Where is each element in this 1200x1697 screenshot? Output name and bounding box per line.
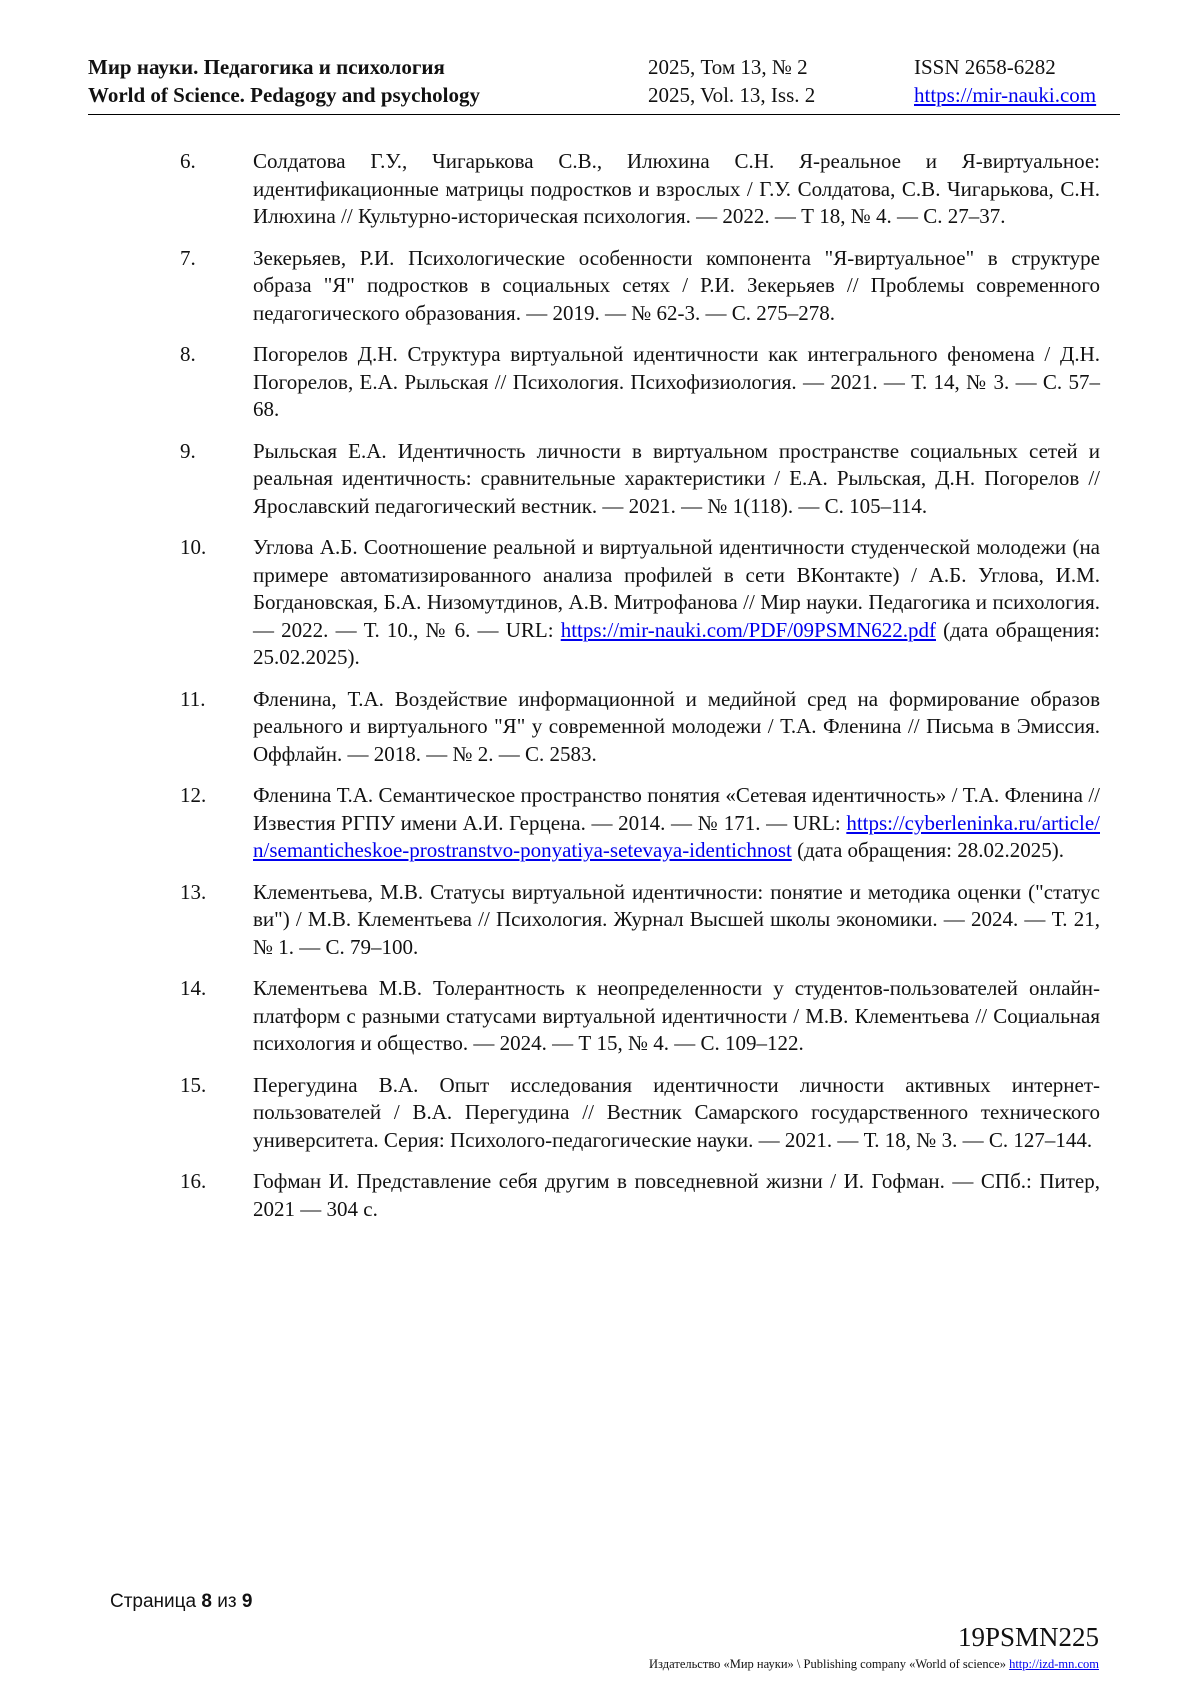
reference-body: Фленина, Т.А. Воздействие информационной и медийной сред на формирование образов реального и виртуального "Я" у современной молодежи / Т.А. Фленина // Письма в Эмиссия. Оффлайн. — 2018. — № 2. — С. 2583. — [253, 686, 1100, 766]
reference-body: Фленина Т.А. Семантическое пространство понятия «Сетевая идентичность» / Т.А. Фленина // Известия РГПУ имени А.И. Герцена. — 2014. — № 171. — URL: — [253, 783, 1100, 835]
reference-number: 14. — [180, 976, 207, 1000]
reference-number: 16. — [180, 1169, 207, 1193]
journal-title-ru: Мир науки. Педагогика и психология — [88, 55, 445, 79]
reference-text — [253, 975, 1100, 1058]
publisher-line — [649, 1656, 1099, 1672]
reference-body: Зекерьяев, Р.И. Психологические особенности компонента "Я-виртуальное" в структуре образа "Я" подростков в социальных сетях / Р.И. Зекерьяев // Проблемы современного педагогического образования. — 2019. — № 62-3. — С. 275–278. — [253, 245, 1100, 325]
reference-number: 15. — [180, 1072, 207, 1097]
reference-item — [180, 975, 1100, 1058]
reference-text — [253, 341, 1100, 424]
reference-text — [253, 1168, 1100, 1223]
reference-body: Углова А.Б. Соотношение реальной и виртуальной идентичности студенческой молодежи (на примере автоматизированного анализа профилей в сети ВКонтакте) / А.Б. Углова, И.М. Богдановская, Б.А. Низомутдинов, А.В. Митрофанова // Мир науки. Педагогика и психология. — 2022. — Т. 10., № 6. — URL: — [253, 535, 1100, 642]
page-counter — [110, 1591, 252, 1613]
reference-item — [180, 1168, 1100, 1223]
reference-item — [180, 782, 1100, 865]
reference-body: Гофман И. Представление себя другим в повседневной жизни / И. Гофман. — СПб.: Питер, 2021 — 304 с. — [253, 1169, 1100, 1221]
reference-access-date: (дата обращения: 28.02.2025). — [791, 838, 1065, 862]
page-total: 9 — [241, 1591, 253, 1612]
reference-item — [180, 534, 1100, 672]
page-current: 8 — [201, 1591, 212, 1612]
reference-access-date: (дата обращения: 25.02.2025). — [253, 617, 1100, 669]
journal-url-link[interactable]: https://mir-nauki.com — [914, 83, 1097, 107]
reference-text — [253, 879, 1100, 962]
reference-number: 6. — [180, 149, 196, 173]
reference-text — [253, 148, 1100, 231]
reference-text — [253, 438, 1100, 521]
page-of: из — [217, 1591, 237, 1612]
publisher-link[interactable]: http://izd-mn.com — [1009, 1657, 1099, 1671]
reference-item — [180, 438, 1100, 521]
reference-text — [253, 686, 1100, 769]
reference-item — [180, 245, 1100, 328]
reference-text — [253, 245, 1100, 328]
reference-body: Солдатова Г.У., Чигарькова С.В., Илюхина С.Н. Я-реальное и Я-виртуальное: идентификационные матрицы подростков и взрослых / Г.У. Солдатова, С.В. Чигарькова, С.Н. Илюхина // Культурно-историческая психология. — 2022. — Т 18, № 4. — С. 27–37. — [253, 149, 1100, 228]
page-header — [88, 52, 1120, 115]
reference-link[interactable]: https://mir-nauki.com/PDF/09PSMN622.pdf — [560, 617, 936, 642]
reference-item — [180, 341, 1100, 424]
reference-body: Клементьева, М.В. Статусы виртуальной идентичности: понятие и методика оценки ("статус ви") / М.В. Клементьева // Психология. Журнал Высшей школы экономики. — 2024. — Т. 21, № 1. — С. 79–100. — [253, 879, 1100, 959]
page-label: Страница — [110, 1591, 197, 1612]
reference-item — [180, 148, 1100, 231]
reference-link[interactable]: https://cyberleninka.ru/article/n/semanticheskoe-prostranstvo-ponyatiya-setevaya-identichnost — [253, 810, 1100, 862]
issn: ISSN 2658-6282 — [914, 55, 1056, 79]
reference-body: Перегудина В.А. Опыт исследования идентичности личности активных интернет-пользователей / В.А. Перегудина // Вестник Самарского государственного технического университета. Серия: Психолого-педагогические науки. — 2021. — Т. 18, № 3. — С. 127–144. — [253, 1072, 1100, 1152]
reference-item — [180, 1072, 1100, 1155]
volume-en: 2025, Vol. 13, Iss. 2 — [648, 83, 816, 107]
reference-list — [180, 148, 1100, 1237]
reference-number: 9. — [180, 438, 196, 463]
reference-number: 7. — [180, 245, 196, 270]
reference-text — [253, 534, 1100, 672]
reference-body: Клементьева М.В. Толерантность к неопределенности у студентов-пользователей онлайн-платформ с разными статусами виртуальной идентичности / М.В. Клементьева // Социальная психология и общество. — 2024. — Т 15, № 4. — С. 109–122. — [253, 976, 1100, 1055]
reference-text — [253, 782, 1100, 865]
reference-item — [180, 686, 1100, 769]
publisher-text: Издательство «Мир науки» \ Publishing company «World of science» — [649, 1657, 1006, 1671]
reference-body: Погорелов Д.Н. Структура виртуальной идентичности как интегрального феномена / Д.Н. Погорелов, Е.А. Рыльская // Психология. Психофизиология. — 2021. — Т. 14, № 3. — С. 57–68. — [253, 342, 1100, 421]
volume-ru: 2025, Том 13, № 2 — [648, 55, 808, 79]
journal-title-en: World of Science. Pedagogy and psychology — [88, 83, 481, 107]
reference-number: 13. — [180, 879, 207, 904]
reference-number: 11. — [180, 686, 206, 711]
reference-item — [180, 879, 1100, 962]
reference-text — [253, 1072, 1100, 1155]
reference-number: 8. — [180, 342, 196, 366]
document-code: 19PSMN225 — [957, 1622, 1099, 1652]
reference-number: 12. — [180, 783, 207, 807]
reference-number: 10. — [180, 535, 207, 559]
reference-body: Рыльская Е.А. Идентичность личности в виртуальном пространстве социальных сетей и реальная идентичность: сравнительные характеристики / Е.А. Рыльская, Д.Н. Погорелов // Ярославский педагогический вестник. — 2021. — № 1(118). — С. 105–114. — [253, 438, 1100, 518]
